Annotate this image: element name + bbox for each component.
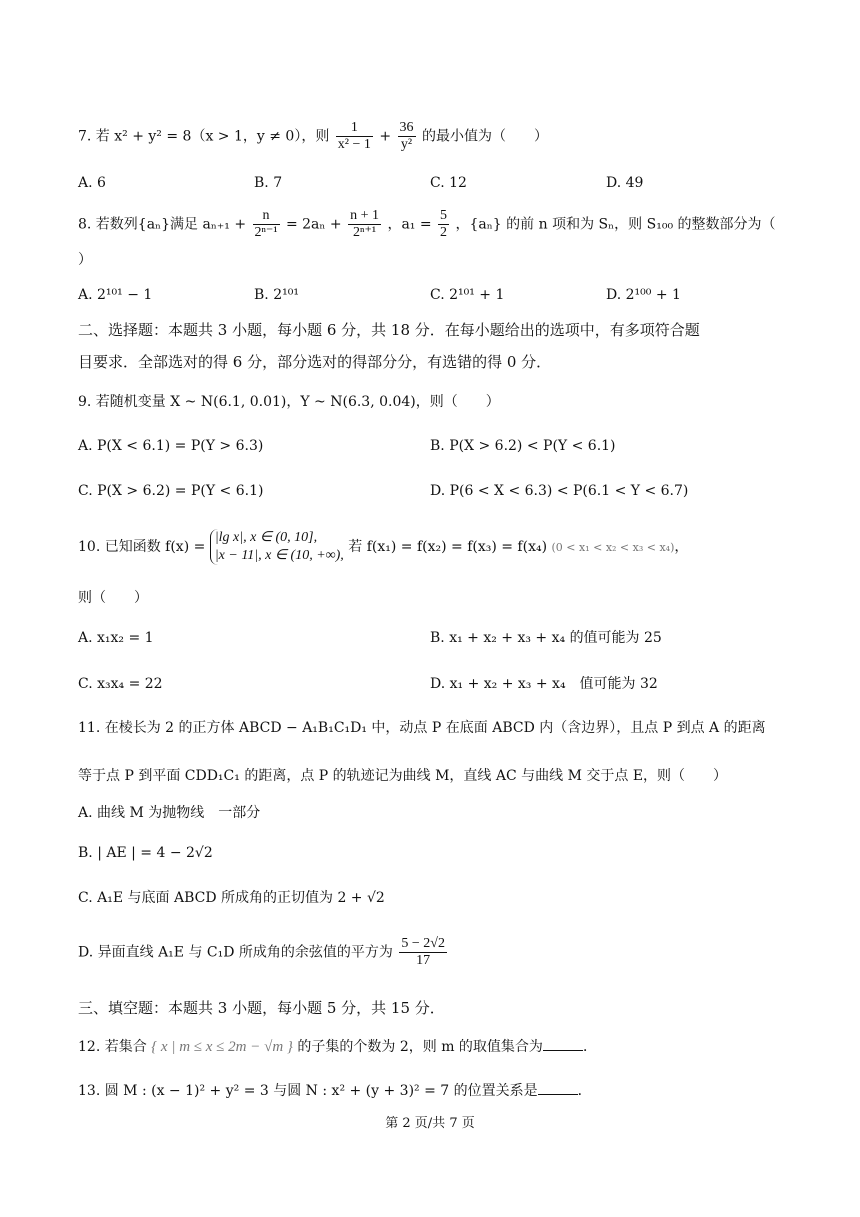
q8-option-b[interactable]: B. 2¹⁰¹ bbox=[254, 287, 299, 303]
q7-fraction-1: $\frac{1}{\text{x² − 1}}$ bbox=[337, 120, 371, 152]
q11-option-d-text: D. 异面直线 A₁E 与 C₁D 所成角的余弦值的平方为 bbox=[78, 944, 393, 961]
q10-stem-mid: 若 f(x₁) = f(x₂) = f(x₃) = f(x₄) bbox=[348, 539, 548, 555]
q7-option-a[interactable]: A. 6 bbox=[78, 175, 106, 191]
q9-option-d[interactable]: D. P(6 < X < 6.3) < P(6.1 < Y < 6.7) bbox=[430, 483, 689, 499]
q11-stem-line-2: 等于点 P 到平面 CDD₁C₁ 的距离，点 P 的轨迹记为曲线 M，直线 AC 与曲线 M 交于点 E，则（ ） bbox=[78, 768, 728, 784]
q11-option-d[interactable] bbox=[78, 936, 449, 969]
q7-option-c[interactable]: C. 12 bbox=[430, 175, 467, 191]
q7-stem bbox=[78, 120, 548, 153]
q7-option-d[interactable]: D. 49 bbox=[606, 175, 644, 191]
q8-fraction-3: $\frac{5}{2}$ bbox=[440, 208, 448, 240]
q7-stem-suffix: 的最小值为（ ） bbox=[421, 128, 548, 145]
q11-option-a[interactable]: A. 曲线 M 为抛物线 一部分 bbox=[78, 805, 261, 821]
q10-then: 则（ ） bbox=[78, 590, 148, 606]
q8-option-d[interactable]: D. 2¹⁰⁰ + 1 bbox=[606, 287, 681, 303]
q8-option-c[interactable]: C. 2¹⁰¹ + 1 bbox=[430, 287, 505, 303]
q10-stem-prefix: 10. 已知函数 f(x) = bbox=[78, 539, 206, 555]
q10-piece-1: |lg x|, x ∈ (0, 10], bbox=[214, 530, 318, 545]
q12-stem-suffix: 的子集的个数为 2，则 m 的取值集合为 bbox=[297, 1039, 543, 1055]
q7-stem-prefix: 7. 若 x² + y² = 8（x > 1，y ≠ 0），则 bbox=[78, 128, 330, 145]
q8-fraction-1: $\frac{n}{\text{2ⁿ⁻¹}}$ bbox=[254, 208, 278, 240]
q8-stem-prefix: 8. 若数列{aₙ}满足 aₙ₊₁ + bbox=[78, 216, 247, 233]
section-3-header: 三、填空题：本题共 3 小题，每小题 5 分，共 15 分． bbox=[78, 999, 445, 1017]
q12-answer-blank[interactable] bbox=[543, 1036, 583, 1051]
q7-fraction-2: $\frac{36}{\text{y²}}$ bbox=[399, 120, 414, 152]
q8-stem-close: ） bbox=[78, 252, 92, 268]
section-2-header-line-2: 目要求．全部选对的得 6 分，部分选对的得部分分，有选错的得 0 分． bbox=[78, 353, 552, 371]
q13-stem bbox=[78, 1080, 592, 1101]
q13-answer-blank[interactable] bbox=[538, 1080, 578, 1095]
q10-option-a[interactable]: A. x₁x₂ = 1 bbox=[78, 630, 154, 646]
q10-stem bbox=[78, 528, 688, 567]
q10-piece-2: |x − 11|, x ∈ (10, +∞), bbox=[214, 548, 344, 563]
q13-stem-prefix: 13. 圆 M : (x − 1)² + y² = 3 与圆 N : x² + (y + 3)² = 7 的位置关系是 bbox=[78, 1083, 538, 1099]
q8-fraction-2: $\frac{n + 1}{\text{2ⁿ⁺¹}}$ bbox=[350, 208, 379, 240]
q7-plus: + bbox=[379, 128, 392, 145]
q9-option-b[interactable]: B. P(X > 6.2) < P(Y < 6.1) bbox=[430, 438, 616, 454]
q8-stem-mid: = 2aₙ + bbox=[285, 216, 342, 233]
q9-option-a[interactable]: A. P(X < 6.1) = P(Y > 6.3) bbox=[78, 438, 264, 454]
q12-stem bbox=[78, 1036, 597, 1057]
q11-option-b[interactable]: B. | AE | = 4 − 2√2 bbox=[78, 845, 213, 861]
q10-option-d[interactable]: D. x₁ + x₂ + x₃ + x₄ 值可能为 32 bbox=[430, 676, 658, 692]
q8-stem-suffix: ，{aₙ} 的前 n 项和为 Sₙ，则 S₁₀₀ 的整数部分为（ bbox=[455, 216, 776, 233]
q11-option-c[interactable]: C. A₁E 与底面 ABCD 所成角的正切值为 2 + √2 bbox=[78, 890, 385, 906]
q7-option-b[interactable]: B. 7 bbox=[254, 175, 283, 191]
q9-option-c[interactable]: C. P(X > 6.2) = P(Y < 6.1) bbox=[78, 483, 264, 499]
q13-end: ． bbox=[577, 1083, 592, 1099]
q11-stem-line-1: 11. 在棱长为 2 的正方体 ABCD − A₁B₁C₁D₁ 中，动点 P 在底面 ABCD 内（含边界），且点 P 到点 A 的距离 bbox=[78, 720, 766, 736]
q10-option-b[interactable]: B. x₁ + x₂ + x₃ + x₄ 的值可能为 25 bbox=[430, 630, 662, 646]
q8-stem bbox=[78, 208, 776, 241]
q10-condition: (0 < x₁ < x₂ < x₃ < x₄) bbox=[551, 541, 675, 554]
q11-option-d-fraction: $\frac{5 - 2√2}{17}$ bbox=[401, 936, 445, 968]
q10-piecewise bbox=[210, 529, 344, 565]
q8-option-a[interactable]: A. 2¹⁰¹ − 1 bbox=[78, 287, 153, 303]
q10-stem-end: ， bbox=[674, 539, 689, 555]
q10-option-c[interactable]: C. x₃x₄ = 22 bbox=[78, 676, 163, 692]
section-2-header-line-1: 二、选择题：本题共 3 小题，每小题 6 分，共 18 分．在每小题给出的选项中，有多项符合题 bbox=[78, 321, 700, 339]
q9-stem: 9. 若随机变量 X ~ N(6.1, 0.01)，Y ~ N(6.3, 0.04)，则（ ） bbox=[78, 394, 500, 410]
q12-end: ． bbox=[582, 1039, 597, 1055]
q12-set: { x | m ≤ x ≤ 2m − √m } bbox=[151, 1039, 293, 1055]
q12-stem-prefix: 12. 若集合 bbox=[78, 1039, 147, 1055]
page-number-footer: 第 2 页/共 7 页 bbox=[385, 1116, 475, 1131]
q8-a1: ，a₁ = bbox=[387, 216, 432, 233]
